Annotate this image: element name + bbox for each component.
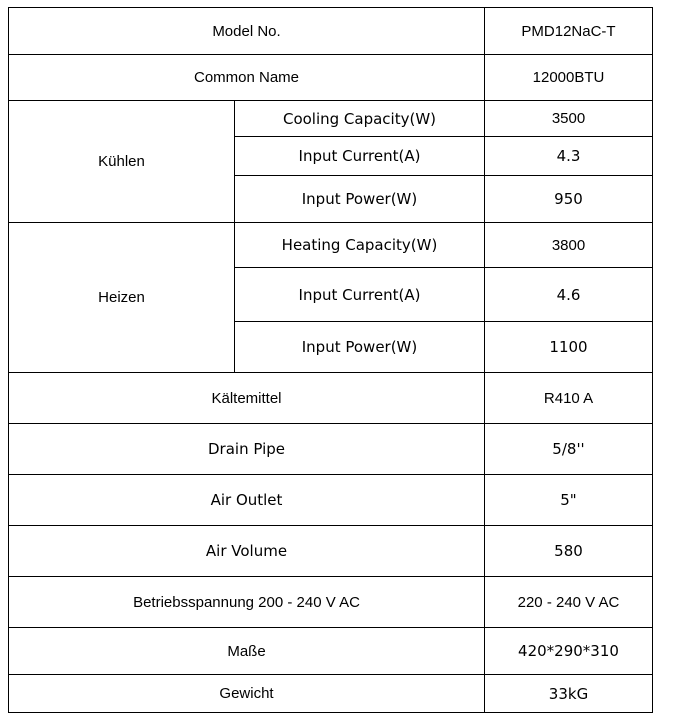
table-row-cooling-capacity bbox=[9, 101, 653, 137]
air-outlet-label: Air Outlet bbox=[9, 475, 485, 526]
table-row-common-name bbox=[9, 55, 653, 101]
common-name-value: 12000BTU bbox=[485, 55, 653, 101]
drain-pipe-label: Drain Pipe bbox=[9, 424, 485, 475]
cooling-group-label: Kühlen bbox=[9, 101, 235, 223]
table-row-heating-capacity bbox=[9, 223, 653, 268]
cooling-capacity-value: 3500 bbox=[485, 101, 653, 137]
voltage-value: 220 - 240 V AC bbox=[485, 577, 653, 628]
heating-capacity-label: Heating Capacity(W) bbox=[235, 223, 485, 268]
heating-power-value: 1100 bbox=[485, 322, 653, 373]
refrigerant-label: Kältemittel bbox=[9, 373, 485, 424]
table-row-drain-pipe bbox=[9, 424, 653, 475]
table-row-weight bbox=[9, 675, 653, 713]
table-row-model bbox=[9, 8, 653, 55]
refrigerant-value: R410 A bbox=[485, 373, 653, 424]
air-volume-value: 580 bbox=[485, 526, 653, 577]
heating-current-value: 4.6 bbox=[485, 268, 653, 322]
weight-value: 33kG bbox=[485, 675, 653, 713]
drain-pipe-value: 5/8'' bbox=[485, 424, 653, 475]
model-label: Model No. bbox=[9, 8, 485, 55]
cooling-power-label: Input Power(W) bbox=[235, 176, 485, 223]
table-row-air-outlet bbox=[9, 475, 653, 526]
cooling-current-label: Input Current(A) bbox=[235, 137, 485, 176]
heating-capacity-value: 3800 bbox=[485, 223, 653, 268]
cooling-power-value: 950 bbox=[485, 176, 653, 223]
common-name-label: Common Name bbox=[9, 55, 485, 101]
table-row-voltage bbox=[9, 577, 653, 628]
air-outlet-value: 5" bbox=[485, 475, 653, 526]
heating-power-label: Input Power(W) bbox=[235, 322, 485, 373]
dimensions-label: Maße bbox=[9, 628, 485, 675]
table-row-air-volume bbox=[9, 526, 653, 577]
weight-label: Gewicht bbox=[9, 675, 485, 713]
table-row-refrigerant bbox=[9, 373, 653, 424]
cooling-current-value: 4.3 bbox=[485, 137, 653, 176]
dimensions-value: 420*290*310 bbox=[485, 628, 653, 675]
table-row-dimensions bbox=[9, 628, 653, 675]
heating-current-label: Input Current(A) bbox=[235, 268, 485, 322]
air-volume-label: Air Volume bbox=[9, 526, 485, 577]
model-value: PMD12NaC-T bbox=[485, 8, 653, 55]
heating-group-label: Heizen bbox=[9, 223, 235, 373]
voltage-label: Betriebsspannung 200 - 240 V AC bbox=[9, 577, 485, 628]
spec-table bbox=[8, 7, 653, 713]
cooling-capacity-label: Cooling Capacity(W) bbox=[235, 101, 485, 137]
